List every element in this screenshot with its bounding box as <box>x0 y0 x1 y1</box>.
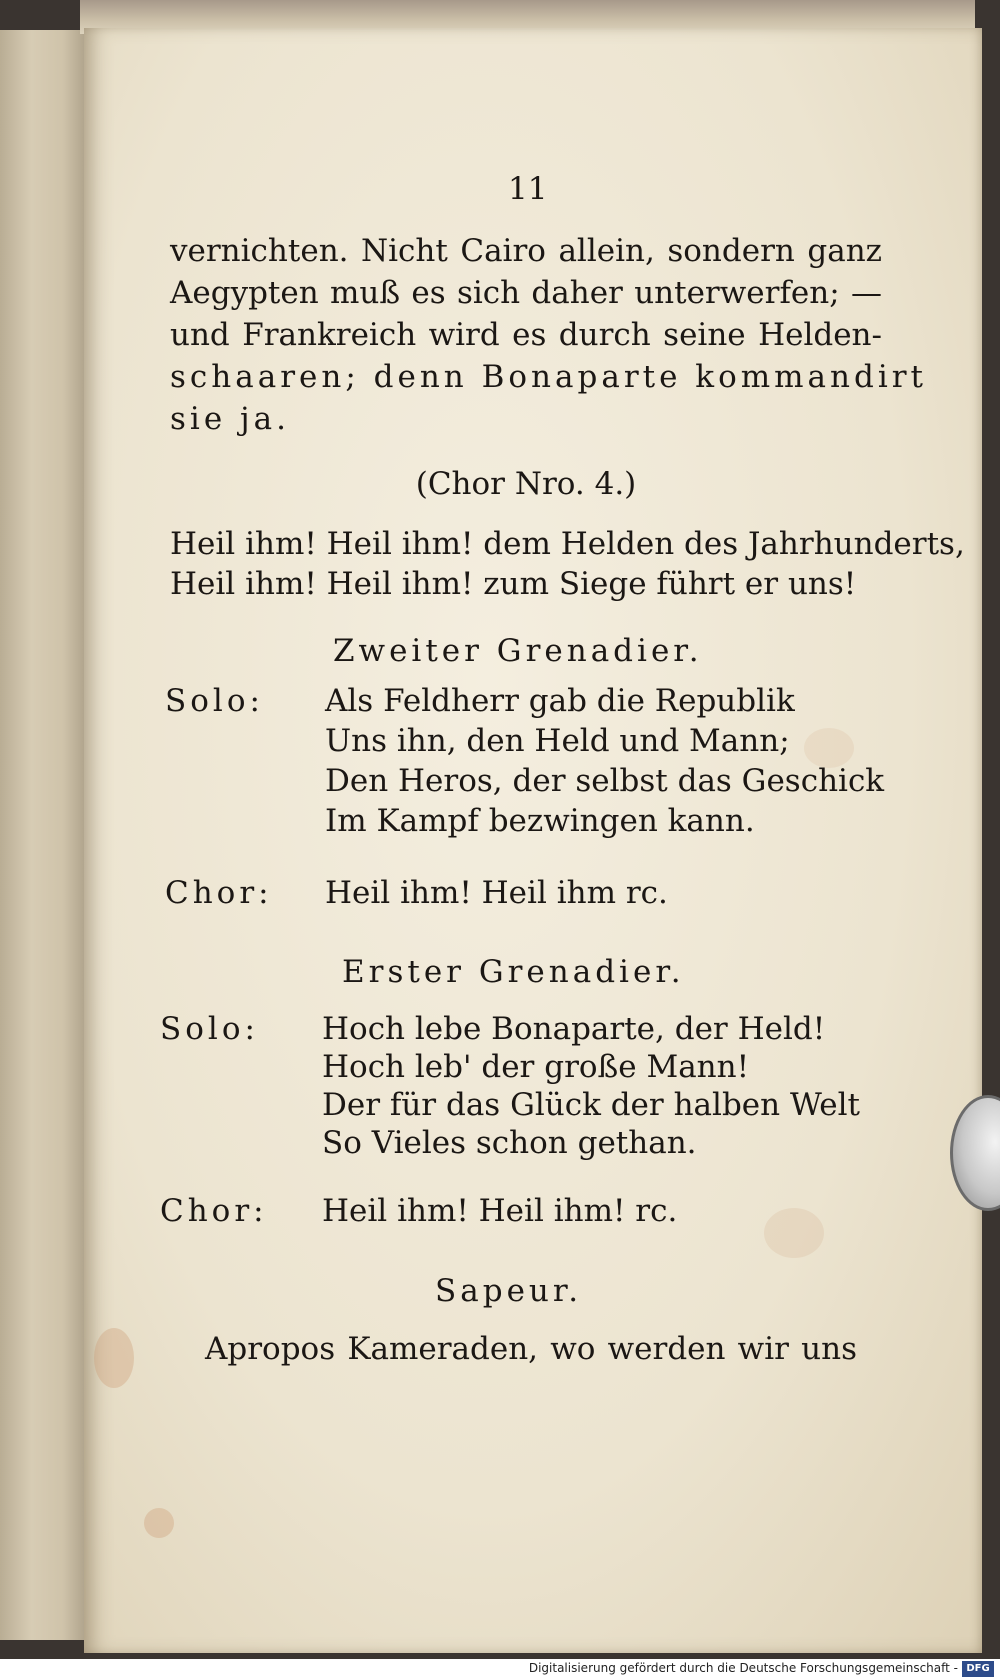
prose-line: sie ja. <box>170 401 290 437</box>
verse-line: Im Kampf bezwingen kann. <box>325 803 755 839</box>
chor-refrain: Heil ihm! Heil ihm rc. <box>325 875 668 911</box>
verse-line: So Vieles schon gethan. <box>322 1125 697 1161</box>
verse-line: Der für das Glück der halben Welt <box>322 1087 861 1123</box>
left-page-edge <box>0 30 90 1640</box>
chor-label: Chor: <box>165 875 273 911</box>
verse-line: Als Feldherr gab die Republik <box>325 683 795 719</box>
foxing-stain <box>94 1328 134 1388</box>
prose-line: schaaren; denn Bonaparte kommandirt <box>170 359 928 395</box>
verse-line: Hoch leb' der große Mann! <box>322 1049 750 1085</box>
prose-line: Apropos Kameraden, wo werden wir uns <box>205 1331 857 1367</box>
chor-line: Heil ihm! Heil ihm! zum Siege führt er uns! <box>170 566 857 602</box>
footer-credit: Digitalisierung gefördert durch die Deutsche Forschungsgemeinschaft - <box>528 1661 958 1675</box>
chor-label: Chor: <box>160 1193 268 1229</box>
solo-label: Solo: <box>165 683 264 719</box>
speaker-heading: Sapeur. <box>435 1273 583 1309</box>
foxing-stain <box>144 1508 174 1538</box>
verse-line: Uns ihn, den Held und Mann; <box>325 723 790 759</box>
verse-line: Den Heros, der selbst das Geschick <box>325 763 885 799</box>
solo-label: Solo: <box>160 1011 259 1047</box>
speaker-heading: Erster Grenadier. <box>342 954 685 990</box>
dfg-logo: DFG <box>962 1661 994 1677</box>
book-page <box>84 28 982 1653</box>
chor-refrain: Heil ihm! Heil ihm! rc. <box>322 1193 678 1229</box>
prose-line: vernichten. Nicht Cairo allein, sondern ganz <box>170 233 882 269</box>
speaker-heading: Zweiter Grenadier. <box>333 633 703 669</box>
bleed-through-texture <box>84 28 982 1653</box>
foxing-stain <box>764 1208 824 1258</box>
page-number: 11 <box>508 171 548 207</box>
prose-line: Aegypten muß es sich daher unterwerfen; — <box>170 275 882 311</box>
chor-line: Heil ihm! Heil ihm! dem Helden des Jahrhunderts, <box>170 526 965 562</box>
chor-heading: (Chor Nro. 4.) <box>415 466 637 502</box>
verse-line: Hoch lebe Bonaparte, der Held! <box>322 1011 826 1047</box>
prose-line: und Frankreich wird es durch seine Helden- <box>170 317 882 353</box>
